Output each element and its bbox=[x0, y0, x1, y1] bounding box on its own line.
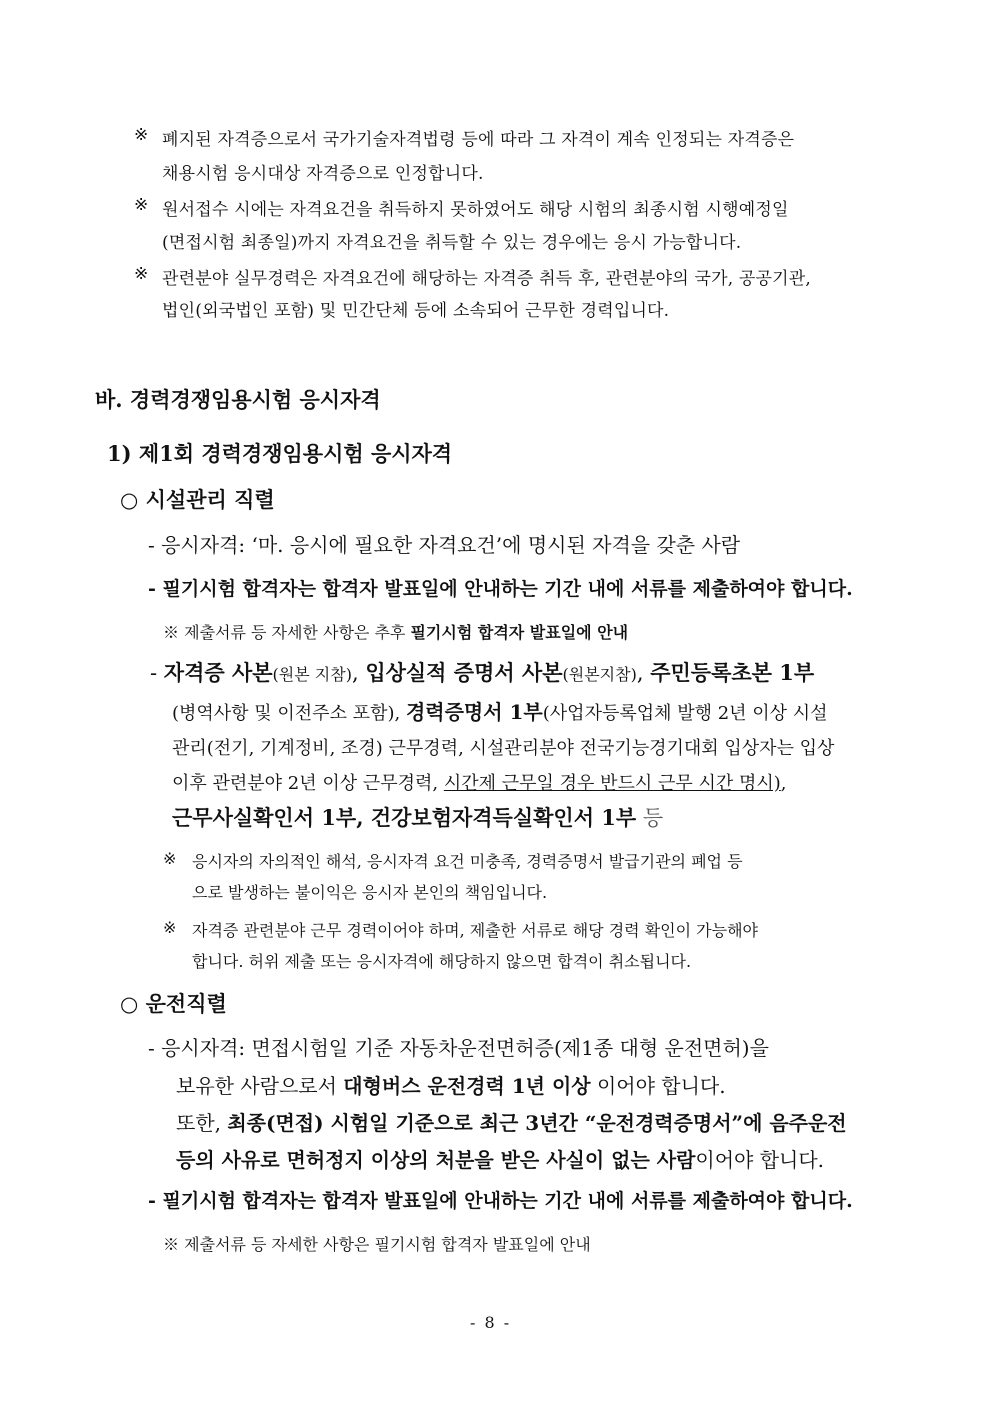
driving-heading: ○ 운전직렬 bbox=[120, 991, 227, 1016]
driving-line2-text: 보유한 사람으로서 bbox=[176, 1074, 344, 1098]
comma: , bbox=[636, 661, 644, 685]
note-text: 자격증 관련분야 근무 경력이어야 하며, 제출한 서류로 해당 경력 확인이 가능해야 bbox=[192, 921, 758, 940]
docs-work-insurance: 근무사실확인서 1부, 건강보험자격득실확인서 1부 bbox=[172, 805, 637, 830]
driving-line3-text: 또한, bbox=[176, 1111, 228, 1135]
note-text: 폐지된 자격증으로서 국가기술자격법령 등에 따라 그 자격이 계속 인정되는 자격증은 bbox=[162, 130, 795, 150]
docs-award: 입상실적 증명서 사본 bbox=[365, 660, 563, 685]
driving-submit-note bbox=[163, 1232, 591, 1255]
facility-qualification: - 응시자격: ‘마. 응시에 필요한 자격요건’에 명시된 자격을 갖춘 사람 bbox=[148, 533, 741, 557]
facility-docs-line3: 관리(전기, 기계정비, 조경) 근무경력, 시설관리분야 전국기능경기대회 입상자는 입상 bbox=[172, 738, 835, 759]
section-title: 바. 경력경쟁임용시험 응시자격 bbox=[95, 387, 381, 412]
note-text: (면접시험 최종일)까지 자격요건을 취득할 수 있는 경우에는 응시 가능합니다. bbox=[162, 233, 742, 253]
driving-line3-bold: 최종(면접) 시험일 기준으로 최근 3년간 “운전경력증명서”에 음주운전 bbox=[227, 1111, 847, 1135]
comma: , bbox=[394, 703, 401, 724]
note-mark: ※ bbox=[134, 125, 149, 145]
docs-cert-note: (원본 지참) bbox=[272, 665, 352, 684]
note-mark: ※ bbox=[163, 1235, 180, 1254]
docs-etc: 등 bbox=[642, 806, 664, 830]
docs-award-note: (원본지참) bbox=[562, 665, 637, 684]
comma: , bbox=[780, 773, 787, 794]
note-text: 채용시험 응시대상 자격증으로 인정합니다. bbox=[162, 164, 484, 184]
docs-career: 경력증명서 1부 bbox=[405, 700, 543, 724]
driving-line1: - 응시자격: 면접시험일 기준 자동차운전면허증(제1종 대형 운전면허)을 bbox=[148, 1036, 769, 1060]
note-text: 합니다. 허위 제출 또는 응시자격에 해당하지 않으면 합격이 취소됩니다. bbox=[192, 952, 692, 971]
facility-submit-note bbox=[163, 620, 628, 643]
facility-heading: ○ 시설관리 직렬 bbox=[120, 487, 275, 512]
docs-line4-underline: 시간제 근무일 경우 반드시 근무 시간 명시) bbox=[443, 773, 781, 794]
driving-line2-end: 이어야 합니다. bbox=[590, 1074, 726, 1098]
facility-docs-line2 bbox=[172, 696, 828, 725]
subsection-title: 1) 제1회 경력경쟁임용시험 응시자격 bbox=[107, 441, 453, 466]
note-mark: ※ bbox=[134, 264, 149, 284]
facility-docs-line4 bbox=[172, 769, 787, 795]
driving-line3 bbox=[176, 1107, 847, 1136]
note-mark: ※ bbox=[163, 918, 177, 937]
driving-line4-end: 이어야 합니다. bbox=[695, 1148, 825, 1172]
docs-cert: 자격증 사본 bbox=[163, 660, 273, 685]
note-mark: ※ bbox=[163, 849, 177, 868]
docs-resident: 주민등록초본 1부 bbox=[650, 660, 815, 685]
page-number: - 8 - bbox=[470, 1313, 512, 1332]
note-text: 제출서류 등 자세한 사항은 추후 bbox=[184, 623, 411, 642]
note-text: 응시자의 자의적인 해석, 응시자격 요건 미충족, 경력증명서 발급기관의 폐업 등 bbox=[192, 852, 743, 871]
docs-resident-note: (병역사항 및 이전주소 포함) bbox=[172, 703, 395, 724]
docs-career-note: (사업자등록업체 발행 2년 이상 시설 bbox=[542, 703, 828, 724]
facility-docs-line1 bbox=[150, 657, 814, 687]
note-mark: ※ bbox=[134, 195, 149, 215]
driving-line4 bbox=[176, 1144, 824, 1173]
driving-line4-bold: 등의 사유로 면허정지 이상의 처분을 받은 사실이 없는 사람 bbox=[176, 1148, 696, 1172]
note-mark: ※ bbox=[163, 623, 180, 642]
driving-submit-notice: - 필기시험 합격자는 합격자 발표일에 안내하는 기간 내에 서류를 제출하여야 합니다. bbox=[148, 1190, 853, 1212]
driving-bus-experience: 대형버스 운전경력 1년 이상 bbox=[343, 1074, 591, 1098]
note-text: 법인(외국법인 포함) 및 민간단체 등에 소속되어 근무한 경력입니다. bbox=[162, 301, 670, 321]
note-text: 관련분야 실무경력은 자격요건에 해당하는 자격증 취득 후, 관련분야의 국가, 공공기관, bbox=[162, 269, 812, 289]
facility-docs-line5 bbox=[172, 802, 663, 832]
docs-line4-text: 이후 관련분야 2년 이상 근무경력, bbox=[172, 773, 444, 794]
note-text: 원서접수 시에는 자격요건을 취득하지 못하였어도 해당 시험의 최종시험 시행예정일 bbox=[162, 200, 789, 220]
note-text-bold: 필기시험 합격자 발표일에 안내 bbox=[410, 623, 629, 642]
dash: - bbox=[150, 661, 158, 685]
facility-submit-notice: - 필기시험 합격자는 합격자 발표일에 안내하는 기간 내에 서류를 제출하여야 합니다. bbox=[148, 578, 853, 600]
driving-line2 bbox=[176, 1070, 726, 1099]
note-text: 으로 발생하는 불이익은 응시자 본인의 책임입니다. bbox=[192, 883, 548, 902]
note-text: 제출서류 등 자세한 사항은 필기시험 합격자 발표일에 안내 bbox=[184, 1235, 591, 1254]
comma: , bbox=[351, 661, 359, 685]
